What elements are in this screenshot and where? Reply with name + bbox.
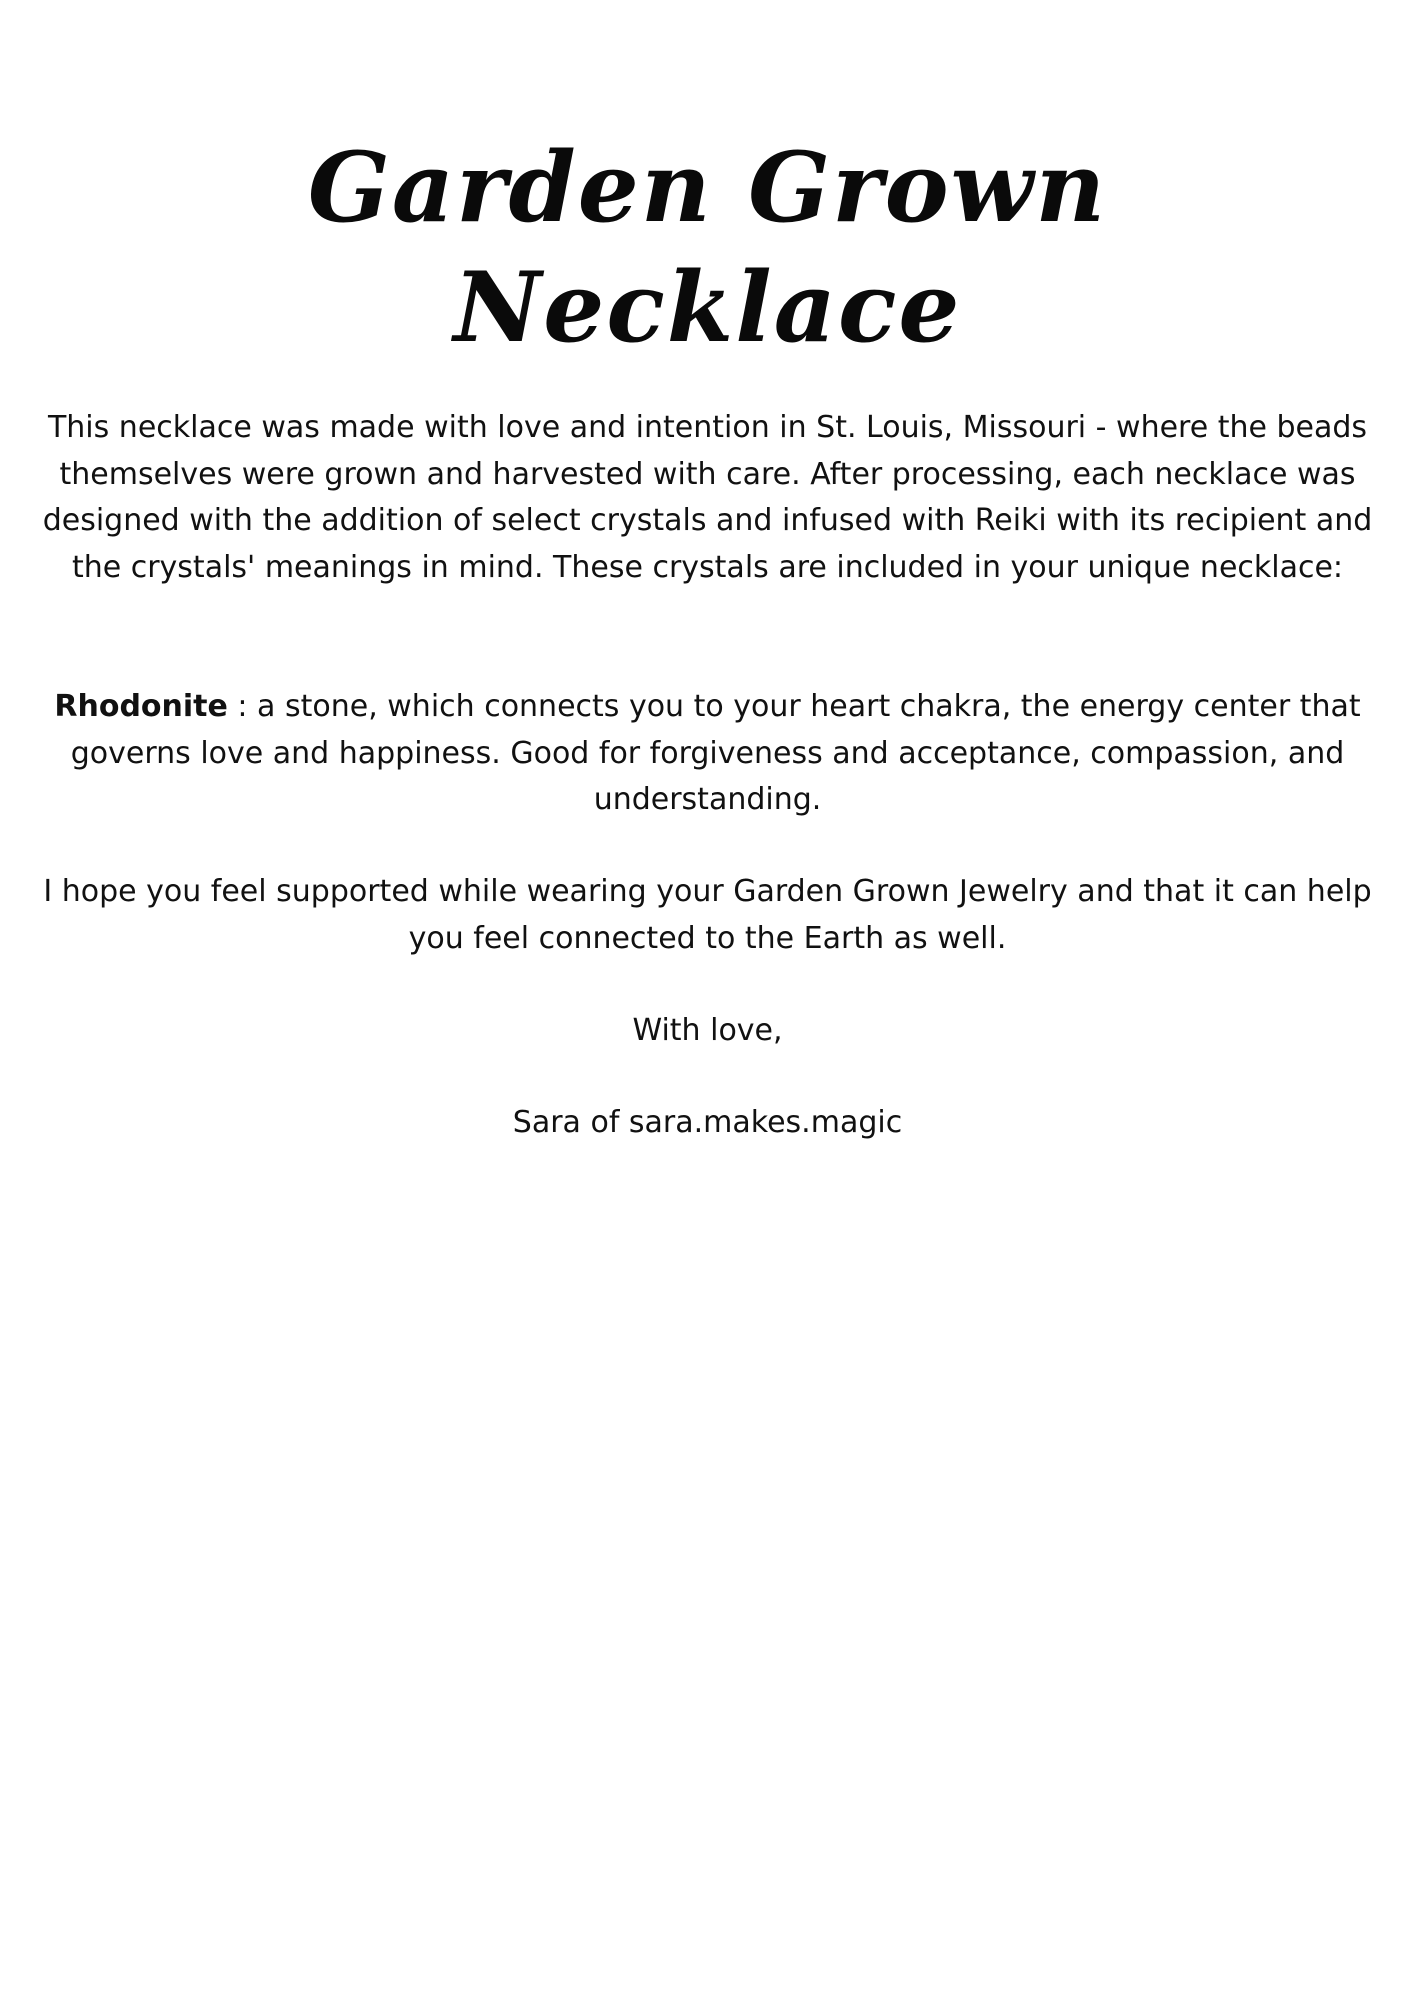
intro-paragraph: This necklace was made with love and intention in St. Louis, Missouri - where the beads themselves were grown and harvested with care. After processing, each necklace was designed with the addition of select crystals and infused with Reiki with its recipient and the crystals' meanings in mind. These crystals are included in your unique necklace:: [42, 410, 1373, 585]
hope-paragraph: I hope you feel supported while wearing your Garden Grown Jewelry and that it can help you feel connected to the Earth as well.: [43, 874, 1372, 956]
crystal-description: : a stone, which connects you to your heart chakra, the energy center that governs love and happiness. Good for forgiveness and acceptance, compassion, and understanding.: [70, 689, 1361, 817]
crystal-name: Rhodonite: [54, 689, 228, 724]
signature-line: Sara of sara.makes.magic: [512, 1105, 903, 1140]
crystal-paragraph: [40, 684, 1375, 824]
page-title: [0, 128, 1415, 368]
title-line-1: Garden Grown: [307, 131, 1108, 244]
title-line-2: Necklace: [453, 251, 962, 364]
closing-line: With love,: [632, 1013, 783, 1048]
